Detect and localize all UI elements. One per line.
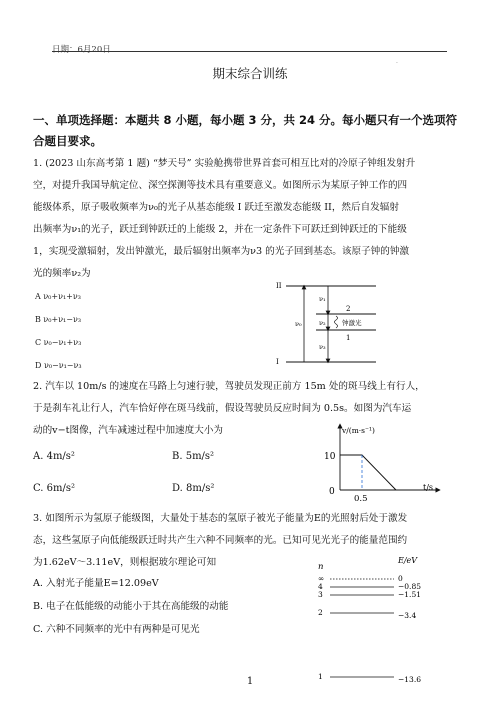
q1-line-6: 光的频率ν₂为 (33, 268, 91, 279)
q2-option-a: A. 4m/s² (33, 451, 75, 462)
q1-label-nu1: ν₁ (319, 295, 326, 303)
q2-option-c: C. 6m/s² (33, 483, 76, 494)
q3-level-n: 1 (318, 672, 323, 681)
q3-level-n: ∞ (318, 574, 325, 583)
q3-level-e: −1.51 (398, 590, 421, 599)
q1-line-1: 1. (2023 山东高考第 1 题) “梦天号” 实验舱携带世界首套可相互比对的冷原子钟组发射升 (33, 158, 416, 169)
q2-line-1: 2. 汽车以 10m/s 的速度在马路上匀速行驶，驾驶员发现正前方 15m 处的斑马线上有行人， (33, 381, 425, 392)
q1-line-4: 出频率为ν₁的光子，跃迁到钟跃迁的上能级 2，并在一定条件下可跃迁到钟跃迁的下能级 (33, 224, 407, 235)
q3-option-c: C. 六种不同频率的光中有两种是可见光 (33, 624, 200, 635)
q1-option-a: A ν₀+ν₁+ν₃ (35, 292, 81, 301)
q3-line-3: 为1.62eV～3.11eV，则根据玻尔理论可知 (33, 557, 217, 568)
q1-label-ii: II (276, 282, 282, 290)
q3-option-b: B. 电子在低能级的动能小于其在高能级的动能 (33, 601, 229, 612)
q1-option-d: D ν₀−ν₁−ν₃ (35, 361, 82, 370)
q1-label-nu2: ν₂ (319, 319, 326, 327)
date-label: 日期：6月20日 (52, 45, 111, 55)
q3-level-n: 2 (318, 608, 323, 617)
q3-line-2: 态，这些氢原子向低能级跃迁时共产生六种不同频率的光。已知可见光光子的能量范围约 (33, 535, 408, 546)
q2-y-tick: 10 (324, 452, 336, 462)
page-number: 1 (246, 676, 254, 687)
q1-label-nu0: ν₀ (295, 320, 302, 328)
q3-line-1: 3. 如图所示为氢原子能级图，大量处于基态的氢原子被光子能量为E的光照射后处于激发 (33, 513, 408, 524)
q2-option-b: B. 5m/s² (172, 451, 215, 462)
q2-x-tick: 0.5 (354, 494, 368, 504)
q3-level-e: −13.6 (398, 675, 421, 684)
q1-label-2: 2 (346, 305, 351, 313)
q2-option-d: D. 8m/s² (172, 483, 215, 494)
q3-option-a: A. 入射光子能量E=12.09eV (33, 578, 159, 589)
q1-label-i: I (276, 358, 279, 366)
q3-level-n: 3 (318, 590, 323, 599)
header-dot: . (396, 58, 398, 65)
q1-label-laser: 钟激光 (342, 319, 362, 327)
q1-label-nu3: ν₃ (319, 343, 326, 351)
q2-line-2: 于是刹车礼让行人，汽车恰好停在斑马线前，假设驾驶员反应时间为 0.5s。如图为汽车运 (33, 403, 412, 414)
q1-label-1: 1 (346, 334, 351, 342)
page-title: 期末综合训练 (212, 66, 288, 81)
q3-e-label: E/eV (398, 556, 418, 565)
q3-level-e: −3.4 (398, 611, 417, 620)
header-rule (52, 51, 447, 52)
q2-x-label: t/s (423, 483, 434, 492)
q1-line-3: 能级体系，原子吸收频率为ν₀的光子从基态能级 I 跃迁至激发态能级 II，然后自发辐射 (33, 202, 399, 213)
q1-line-5: 1，实现受激辐射，发出钟激光，最后辐射出频率为ν3 的光子回到基态。该原子钟的钟激 (33, 246, 410, 257)
q3-level-e: 0 (398, 574, 403, 583)
q3-n-label: n (318, 562, 324, 572)
q2-origin: 0 (329, 487, 335, 497)
q3-hydrogen-level-diagram (312, 555, 452, 687)
section-heading: 一、单项选择题：本题共 8 小题，每小题 3 分，共 24 分。每小题只有一个选项符合题目要求。 (33, 113, 458, 148)
q2-line-3: 动的v−t图像，汽车减速过程中加速度大小为 (33, 425, 224, 436)
q1-energy-level-figure (276, 276, 391, 368)
q1-option-b: B ν₀+ν₁−ν₃ (35, 315, 82, 324)
q2-y-label: v/(m·s⁻¹) (342, 426, 375, 435)
q1-line-2: 空，对提升我国导航定位、深空探测等技术具有重要意义。如图所示为某原子钟工作的四 (33, 180, 408, 191)
q1-option-c: C ν₀−ν₁+ν₃ (35, 338, 82, 347)
q3-level-n: 4 (318, 582, 323, 591)
q3-level-e: −0.85 (398, 582, 421, 591)
q2-vt-chart (320, 422, 445, 504)
